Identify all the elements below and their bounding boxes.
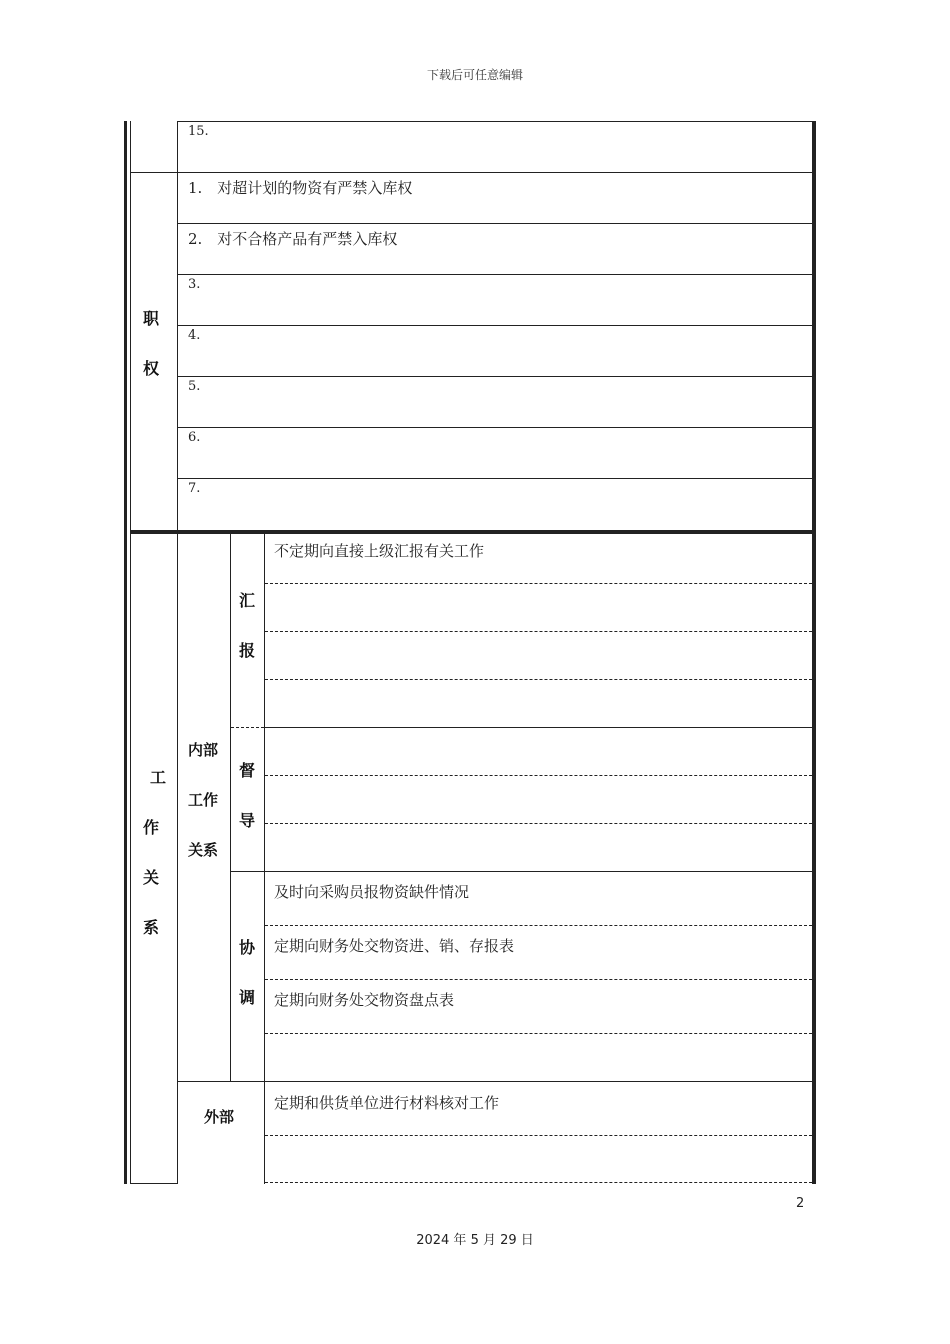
relations-label-char: 作 — [142, 818, 159, 837]
row-line — [177, 376, 812, 377]
rights-item: 3. — [188, 277, 201, 292]
row-line — [177, 1081, 812, 1082]
dashed-row-line — [265, 1135, 812, 1136]
supervise-label-char: 督 — [238, 761, 255, 780]
coordinate-item: 及时向采购员报物资缺件情况 — [274, 883, 470, 901]
row-line — [177, 427, 812, 428]
col-divider-1 — [177, 121, 178, 1184]
row-line — [130, 172, 812, 173]
rights-item: 1. 对超计划的物资有严禁入库权 — [188, 179, 413, 197]
row-line — [177, 274, 812, 275]
internal-relations-label: 工作 — [188, 791, 219, 809]
coordinate-item: 定期向财务处交物资盘点表 — [274, 991, 455, 1009]
report-label-char: 汇 — [238, 591, 255, 610]
relations-label-char: 系 — [142, 918, 159, 937]
dashed-row-line — [265, 775, 812, 776]
row-line — [231, 871, 812, 872]
page-number: 2 — [796, 1196, 805, 1211]
dashed-row-line — [265, 1033, 812, 1034]
internal-relations-label: 内部 — [188, 741, 219, 759]
table-right-border — [812, 121, 816, 1184]
rights-item: 2. 对不合格产品有严禁入库权 — [188, 230, 398, 248]
row-line — [264, 727, 812, 728]
external-relations-label: 外部 — [204, 1108, 235, 1126]
page-header: 下载后可任意编辑 — [426, 68, 523, 82]
row-line — [177, 478, 812, 479]
section-divider — [130, 530, 812, 534]
dashed-row-line — [265, 679, 812, 680]
rights-label-char: 权 — [142, 359, 159, 378]
relations-label-char: 工 — [149, 768, 166, 787]
internal-relations-label: 关系 — [188, 841, 219, 859]
supervise-label-char: 导 — [238, 811, 255, 830]
coordinate-item: 定期向财务处交物资进、销、存报表 — [274, 937, 515, 955]
rights-item: 7. — [188, 481, 201, 496]
coordinate-label-char: 协 — [238, 938, 255, 957]
rights-item: 4. — [188, 328, 201, 343]
coordinate-label-char: 调 — [238, 988, 255, 1007]
item-15: 15. — [188, 124, 209, 139]
dashed-row-line — [265, 925, 812, 926]
dashed-row-line — [265, 1182, 812, 1183]
external-item: 定期和供货单位进行材料核对工作 — [274, 1094, 500, 1112]
report-label-char: 报 — [238, 641, 255, 660]
row-line — [177, 325, 812, 326]
row-line — [130, 1183, 178, 1184]
table-left-inner-border — [130, 121, 131, 1184]
row-line — [177, 223, 812, 224]
footer-date: 2024 年 5 月 29 日 — [416, 1233, 534, 1248]
dashed-row-line — [265, 823, 812, 824]
dashed-row-line — [231, 727, 264, 728]
dashed-row-line — [265, 979, 812, 980]
table-left-border — [124, 121, 127, 1184]
rights-item: 5. — [188, 379, 201, 394]
relations-label-char: 关 — [142, 868, 159, 887]
dashed-row-line — [265, 631, 812, 632]
dashed-row-line — [265, 583, 812, 584]
rights-label-char: 职 — [142, 309, 159, 328]
report-item: 不定期向直接上级汇报有关工作 — [274, 542, 485, 560]
rights-item: 6. — [188, 430, 201, 445]
row-line — [177, 121, 812, 122]
